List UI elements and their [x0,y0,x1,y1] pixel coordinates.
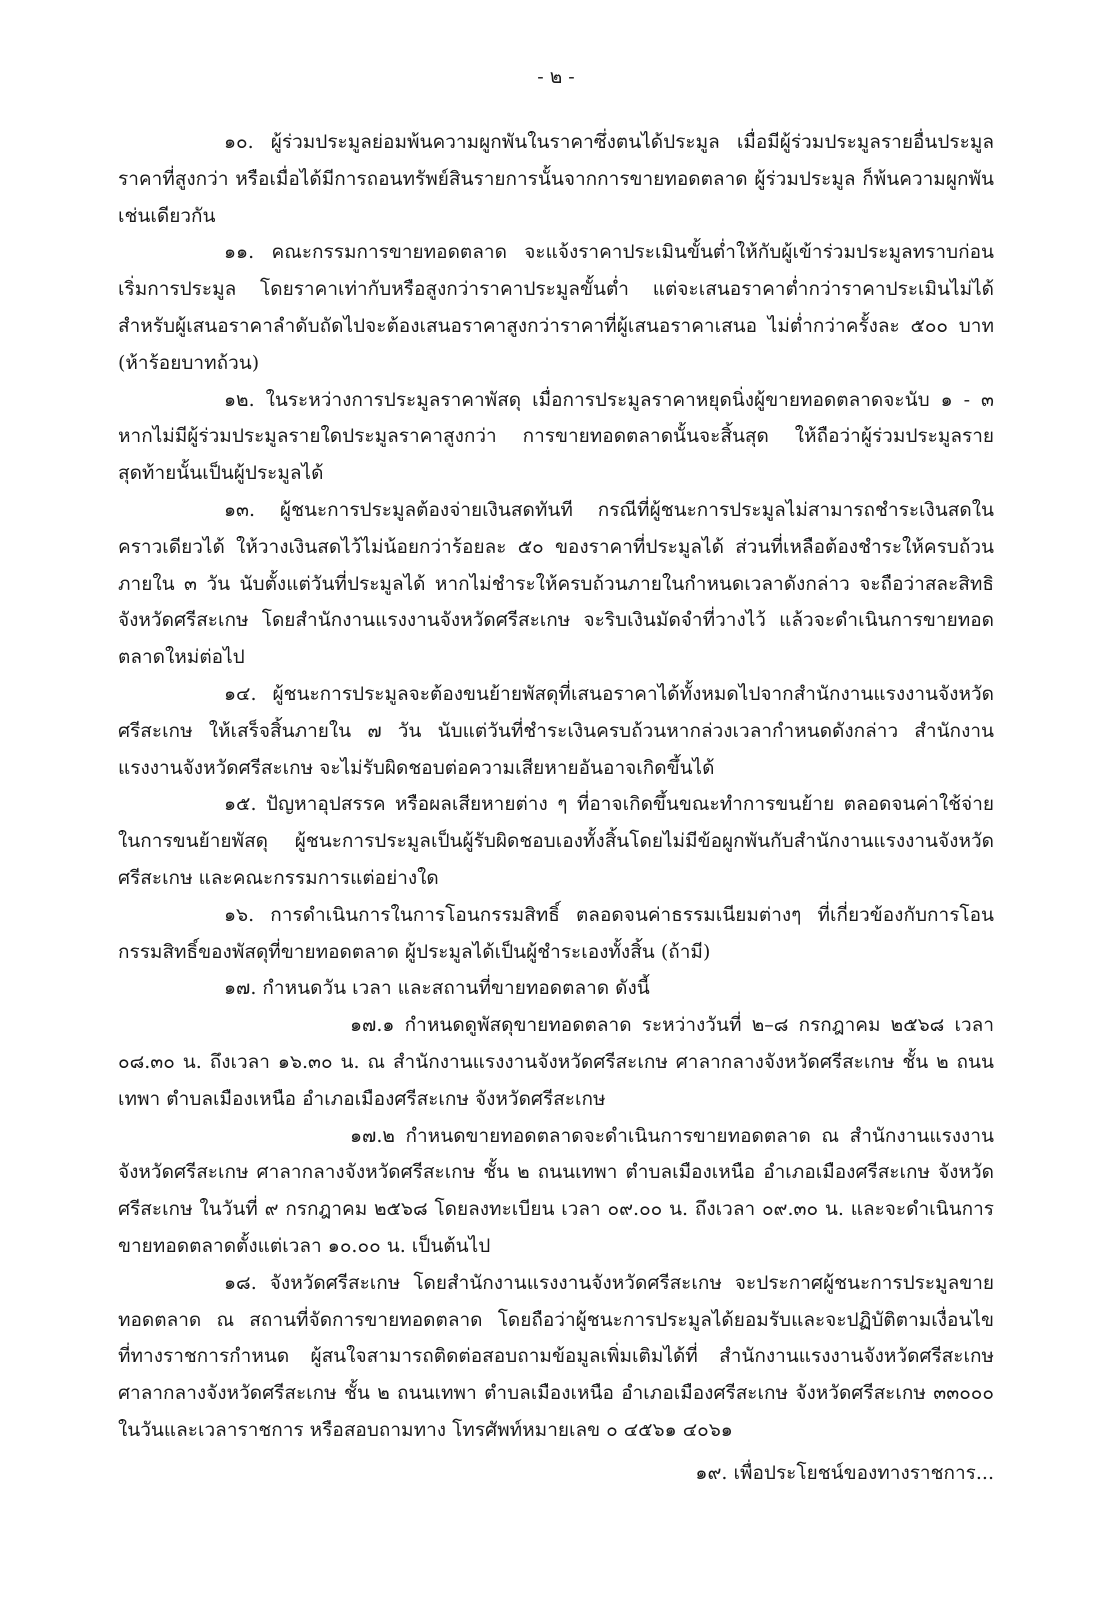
document-body [118,124,994,1449]
clause-13: ๑๓. ผู้ชนะการประมูลต้องจ่ายเงินสดทันที กรณีที่ผู้ชนะการประมูลไม่สามารถชำระเงินสดในคราวเดียวได้ ให้วางเงินสดไว้ไม่น้อยกว่าร้อยละ ๕๐ ของราคาที่ประมูลได้ ส่วนที่เหลือต้องชำระให้ครบถ้วนภายใน ๓ วัน นับตั้งแต่วันที่ประมูลได้ หากไม่ชำระให้ครบถ้วนภายในกำหนดเวลาดังกล่าว จะถือว่าสละสิทธิ จังหวัดศรีสะเกษ โดยสำนักงานแรงงานจังหวัดศรีสะเกษ จะริบเงินมัดจำที่วางไว้ แล้วจะดำเนินการขายทอดตลาดใหม่ต่อไป [118,498,994,669]
clause-16: ๑๖. การดำเนินการในการโอนกรรมสิทธิ์ ตลอดจนค่าธรรมเนียมต่างๆ ที่เกี่ยวข้องกับการโอนกรรมสิทธิ์ของพัสดุที่ขายทอดตลาด ผู้ประมูลได้เป็นผู้ชำระเองทั้งสิ้น (ถ้ามี) [118,903,994,963]
continuation-note: ๑๙. เพื่อประโยชน์ของทางราชการ... [695,1462,994,1484]
clause-17-2: ๑๗.๒ กำหนดขายทอดตลาดจะดำเนินการขายทอดตลาด ณ สำนักงานแรงงานจังหวัดศรีสะเกษ ศาลากลางจังหวัดศรีสะเกษ ชั้น ๒ ถนนเทพา ตำบลเมืองเหนือ อำเภอเมืองศรีสะเกษ จังหวัดศรีสะเกษ ในวันที่ ๙ กรกฎาคม ๒๕๖๘ โดยลงทะเบียน เวลา ๐๙.๐๐ น. ถึงเวลา ๐๙.๓๐ น. และจะดำเนินการขายทอดตลาดตั้งแต่เวลา ๑๐.๐๐ น. เป็นต้นไป [118,1124,994,1257]
clause-18: ๑๘. จังหวัดศรีสะเกษ โดยสำนักงานแรงงานจังหวัดศรีสะเกษ จะประกาศผู้ชนะการประมูลขายทอดตลาด ณ สถานที่จัดการขายทอดตลาด โดยถือว่าผู้ชนะการประมูลได้ยอมรับและจะปฏิบัติตามเงื่อนไขที่ทางราชการกำหนด ผู้สนใจสามารถติดต่อสอบถามข้อมูลเพิ่มเติมได้ที่ สำนักงานแรงงานจังหวัดศรีสะเกษ ศาลากลางจังหวัดศรีสะเกษ ชั้น ๒ ถนนเทพา ตำบลเมืองเหนือ อำเภอเมืองศรีสะเกษ จังหวัดศรีสะเกษ ๓๓๐๐๐ ในวันและเวลาราชการ หรือสอบถามทาง โทรศัพท์หมายเลข ๐ ๔๕๖๑ ๔๐๖๑ [118,1271,994,1441]
clause-14: ๑๔. ผู้ชนะการประมูลจะต้องขนย้ายพัสดุที่เสนอราคาได้ทั้งหมดไปจากสำนักงานแรงงานจังหวัดศรีสะเกษ ให้เสร็จสิ้นภายใน ๗ วัน นับแต่วันที่ชำระเงินครบถ้วนหากล่วงเวลากำหนดดังกล่าว สำนักงานแรงงานจังหวัดศรีสะเกษ จะไม่รับผิดชอบต่อความเสียหายอันอาจเกิดขึ้นได้ [118,682,994,779]
page-number: - ๒ - [537,66,575,88]
clause-15: ๑๕. ปัญหาอุปสรรค หรือผลเสียหายต่าง ๆ ที่อาจเกิดขึ้นขณะทำการขนย้าย ตลอดจนค่าใช้จ่ายในการขนย้ายพัสดุ ผู้ชนะการประมูลเป็นผู้รับผิดชอบเองทั้งสิ้นโดยไม่มีข้อผูกพันกับสำนักงานแรงงานจังหวัดศรีสะเกษ และคณะกรรมการแต่อย่างใด [118,793,994,889]
clause-17: ๑๗. กำหนดวัน เวลา และสถานที่ขายทอดตลาด ดังนี้ [224,977,650,1000]
clause-12: ๑๒. ในระหว่างการประมูลราคาพัสดุ เมื่อการประมูลราคาหยุดนิ่งผู้ขายทอดตลาดจะนับ ๑ - ๓ หากไม่มีผู้ร่วมประมูลรายใดประมูลราคาสูงกว่า การขายทอดตลาดนั้นจะสิ้นสุด ให้ถือว่าผู้ร่วมประมูลรายสุดท้ายนั้นเป็นผู้ประมูลได้ [118,388,994,485]
clause-11: ๑๑. คณะกรรมการขายทอดตลาด จะแจ้งราคาประเมินขั้นต่ำให้กับผู้เข้าร่วมประมูลทราบก่อนเริ่มการประมูล โดยราคาเท่ากับหรือสูงกว่าราคาประมูลขั้นต่ำ แต่จะเสนอราคาต่ำกว่าราคาประเมินไม่ได้ สำหรับผู้เสนอราคาลำดับถัดไปจะต้องเสนอราคาสูงกว่าราคาที่ผู้เสนอราคาเสนอ ไม่ต่ำกว่าครั้งละ ๕๐๐ บาท (ห้าร้อยบาทถ้วน) [118,241,994,374]
clause-17-1: ๑๗.๑ กำหนดดูพัสดุขายทอดตลาด ระหว่างวันที่ ๒–๘ กรกฎาคม ๒๕๖๘ เวลา ๐๘.๓๐ น. ถึงเวลา ๑๖.๓๐ น. ณ สำนักงานแรงงานจังหวัดศรีสะเกษ ศาลากลางจังหวัดศรีสะเกษ ชั้น ๒ ถนนเทพา ตำบลเมืองเหนือ อำเภอเมืองศรีสะเกษ จังหวัดศรีสะเกษ [118,1014,994,1110]
clause-10: ๑๐. ผู้ร่วมประมูลย่อมพ้นความผูกพันในราคาซึ่งตนได้ประมูล เมื่อมีผู้ร่วมประมูลรายอื่นประมูลราคาที่สูงกว่า หรือเมื่อได้มีการถอนทรัพย์สินรายการนั้นจากการขายทอดตลาด ผู้ร่วมประมูล ก็พ้นความผูกพันเช่นเดียวกัน [118,131,994,227]
